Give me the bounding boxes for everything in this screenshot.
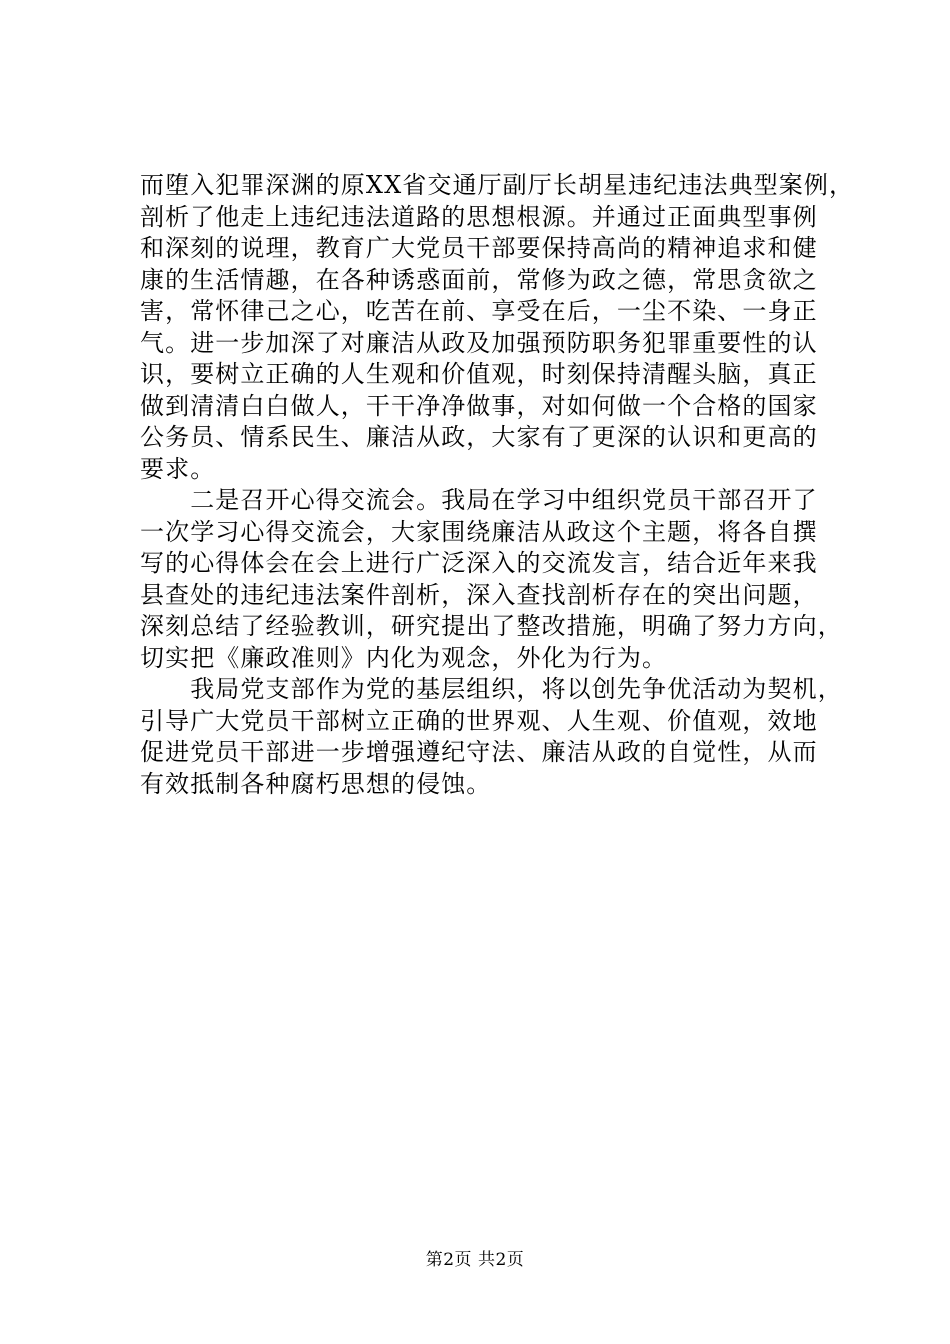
text-line: 公务员、情系民生、廉洁从政，大家有了更深的认识和更高的 (140, 423, 818, 451)
text-line: 二是召开心得交流会。我局在学习中组织党员干部召开了 (140, 486, 818, 514)
text-line: 做到清清白白做人，干干净净做事，对如何做一个合格的国家 (140, 391, 818, 420)
text-line: 写的心得体会在会上进行广泛深入的交流发言，结合近年来我 (140, 549, 818, 577)
text-line: 切实把《廉政准则》内化为观念，外化为行为。 (140, 643, 668, 672)
text-line: 害，常怀律己之心，吃苦在前、享受在后，一尘不染、一身正 (140, 297, 818, 325)
text-line: 一次学习心得交流会，大家围绕廉洁从政这个主题，将各自撰 (140, 517, 818, 546)
page-number-footer: 第2页 共2页 (425, 1250, 525, 1270)
text-line: 我局党支部作为党的基层组织，将以创先争优活动为契机， (140, 675, 843, 703)
text-line: 县查处的违纪违法案件剖析，深入查找剖析存在的突出问题， (140, 580, 818, 609)
text-line: 康的生活情趣，在各种诱惑面前，常修为政之德，常思贪欲之 (140, 265, 818, 294)
text-line: 而堕入犯罪深渊的原XX省交通厅副厅长胡星违纪违法典型案例， (140, 171, 855, 199)
text-line: 深刻总结了经验教训，研究提出了整改措施，明确了努力方向， (140, 612, 843, 640)
text-line: 有效抵制各种腐朽思想的侵蚀。 (140, 769, 492, 798)
text-line: 要求。 (140, 454, 216, 483)
text-line: 气。进一步加深了对廉洁从政及加强预防职务犯罪重要性的认 (140, 328, 818, 357)
text-line: 促进党员干部进一步增强遵纪守法、廉洁从政的自觉性，从而 (140, 738, 818, 766)
document-body (140, 170, 855, 800)
text-line: 剖析了他走上违纪违法道路的思想根源。并通过正面典型事例 (140, 202, 818, 231)
text-line: 引导广大党员干部树立正确的世界观、人生观、价值观，效地 (140, 706, 818, 735)
text-line: 识，要树立正确的人生观和价值观，时刻保持清醒头脑，真正 (140, 360, 818, 388)
text-line: 和深刻的说理，教育广大党员干部要保持高尚的精神追求和健 (140, 234, 818, 262)
